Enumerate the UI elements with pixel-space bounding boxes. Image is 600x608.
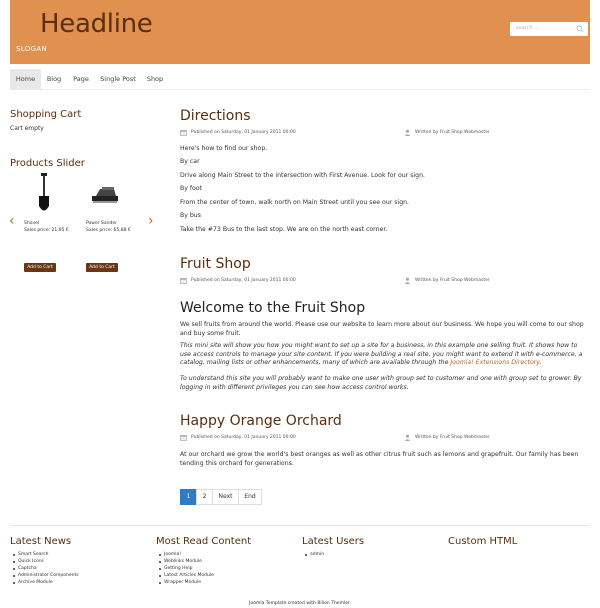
product-price-shovel: Sales price: 21,95 €	[24, 228, 69, 233]
latest-users-list	[302, 551, 324, 558]
footer-credit: Joomla Template created with Bilion Themler.	[249, 601, 351, 606]
article-author: Written by Fruit Shop Webmaster	[415, 435, 490, 440]
pagination-page-1[interactable]: 1	[180, 489, 197, 505]
nav-item-single-post[interactable]: Single Post	[100, 75, 136, 83]
pagination-page-2[interactable]: 2	[196, 489, 213, 505]
add-to-cart-button-power-sander[interactable]: Add to Cart	[86, 263, 118, 272]
article-paragraph: By bus	[180, 212, 201, 219]
list-item[interactable]: Quick Icons	[10, 558, 79, 565]
most-read-title: Most Read Content	[156, 536, 252, 547]
article-published-date: Published on Saturday, 01 January 2011 00:00	[191, 130, 296, 135]
custom-html-title: Custom HTML	[448, 536, 518, 547]
article-published-date: Published on Saturday, 01 January 2011 00:00	[191, 278, 296, 283]
power-sander-icon[interactable]	[90, 186, 122, 204]
calendar-icon	[180, 434, 187, 441]
nav-item-home[interactable]: Home	[10, 69, 41, 90]
main-nav	[10, 69, 590, 90]
article-paragraph: We sell fruits from around the world. Please use our website to learn more about our business. We hope you will come to our shop and buy some fruit.	[180, 321, 584, 337]
list-item[interactable]: Latest Articles Module	[156, 572, 214, 579]
products-slider-title: Products Slider	[10, 158, 85, 169]
latest-news-list	[10, 551, 79, 586]
article-paragraph-italic: To understand this site you will probably want to make one user with group set to customer and one with group set to grower. By logging in with different privileges you can see how access control works.	[180, 375, 582, 391]
user-icon	[404, 434, 411, 441]
article-title-fruit-shop[interactable]: Fruit Shop	[180, 256, 251, 272]
latest-news-title: Latest News	[10, 536, 72, 547]
list-item[interactable]: Smart Search	[10, 551, 79, 558]
calendar-icon	[180, 277, 187, 284]
cart-status: Cart empty	[10, 125, 44, 132]
list-item[interactable]: admin	[302, 551, 324, 558]
latest-users-title: Latest Users	[302, 536, 365, 547]
nav-item-blog[interactable]: Blog	[46, 75, 62, 83]
calendar-icon	[180, 129, 187, 136]
article-published-date: Published on Saturday, 01 January 2011 00:00	[191, 435, 296, 440]
slider-next-arrow-icon[interactable]: ›	[148, 213, 154, 229]
list-item[interactable]: Getting Help	[156, 565, 214, 572]
search-input[interactable]	[510, 22, 588, 36]
search-icon[interactable]	[576, 25, 584, 33]
site-slogan: SLOGAN	[16, 45, 47, 53]
shovel-icon[interactable]	[36, 173, 52, 215]
article-paragraph: By foot	[180, 185, 203, 192]
user-icon	[404, 129, 411, 136]
article-title-directions[interactable]: Directions	[180, 108, 251, 124]
pagination-end[interactable]: End	[238, 489, 262, 505]
article-paragraph-italic: This mini site will show you how you might want to set up a site for a business, in this example one selling fruit. It shows how to use access controls to manage your site content. If you were building a real site, you might want to extend it with e-commerce, a catalog, mailing lists or other enhancements, many of which are available through the Joomla! Extensions Directory.	[180, 342, 583, 367]
nav-item-shop[interactable]: Shop	[146, 75, 164, 83]
list-item[interactable]: Joomla!	[156, 551, 214, 558]
most-read-list	[156, 551, 214, 586]
product-name-power-sander[interactable]: Power Sander	[86, 221, 117, 226]
list-item[interactable]: Archive Module	[10, 579, 79, 586]
product-price-power-sander: Sales price: 65,88 €	[86, 228, 131, 233]
article-author: Written by Fruit Shop Webmaster	[415, 130, 490, 135]
search-placeholder: search ...	[516, 25, 539, 31]
product-name-shovel[interactable]: Shovel	[24, 221, 40, 226]
list-item[interactable]: Administrator Components	[10, 572, 79, 579]
pagination-next[interactable]: Next	[212, 489, 239, 505]
article-paragraph: At our orchard we grow the world's best oranges as well as other citrus fruit such as lemons and grapefruit. Our family has been tending this orchard for generations.	[180, 451, 579, 467]
article-author: Written by Fruit Shop Webmaster	[415, 278, 490, 283]
list-item[interactable]: Captcha	[10, 565, 79, 572]
site-headline[interactable]: Headline	[40, 9, 153, 39]
article-paragraph: By car	[180, 158, 200, 165]
list-item[interactable]: Weblinks Module	[156, 558, 214, 565]
add-to-cart-button-shovel[interactable]: Add to Cart	[24, 263, 56, 272]
slider-prev-arrow-icon[interactable]: ‹	[9, 213, 15, 229]
article-title-happy-orange-orchard[interactable]: Happy Orange Orchard	[180, 413, 342, 429]
article-paragraph: Here's how to find our shop.	[180, 145, 268, 152]
article-subheading: Welcome to the Fruit Shop	[180, 300, 366, 316]
article-paragraph: Take the #73 Bus to the last stop. We are on the north east corner.	[180, 226, 388, 233]
footer-divider	[10, 525, 590, 526]
user-icon	[404, 277, 411, 284]
site-header	[10, 0, 590, 64]
article-paragraph: Drive along Main Street to the intersection with First Avenue. Look for our sign.	[180, 172, 425, 179]
shopping-cart-title: Shopping Cart	[10, 109, 82, 120]
article-paragraph: From the center of town, walk north on Main Street until you see our sign.	[180, 199, 410, 206]
nav-item-page[interactable]: Page	[73, 75, 89, 83]
extensions-directory-link[interactable]: Joomla! Extensions Directory	[450, 359, 540, 367]
list-item[interactable]: Wrapper Module	[156, 579, 214, 586]
